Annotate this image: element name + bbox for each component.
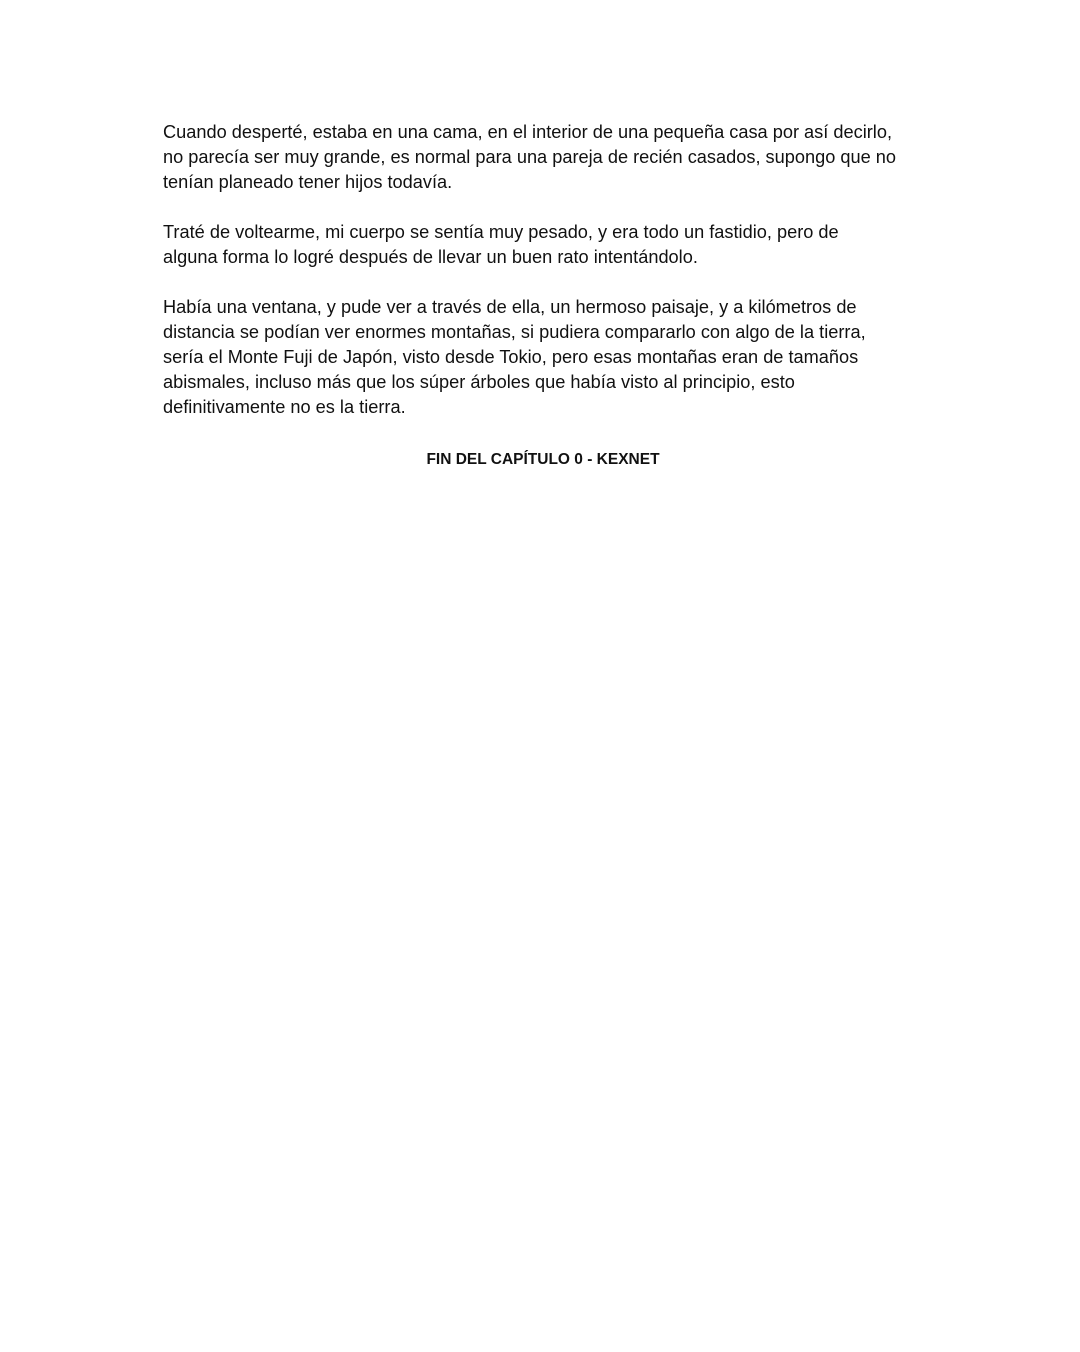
text-line: definitivamente no es la tierra. (163, 397, 406, 417)
text-line: Cuando desperté, estaba en una cama, en el interior de una pequeña casa por así decirlo, (163, 122, 893, 142)
text-line: Traté de voltearme, mi cuerpo se sentía muy pesado, y era todo un fastidio, pero de (163, 222, 839, 242)
text-line: distancia se podían ver enormes montañas, si pudiera compararlo con algo de la tierra, (163, 322, 866, 342)
text-line: sería el Monte Fuji de Japón, visto desde Tokio, pero esas montañas eran de tamaños (163, 347, 859, 367)
text-line: no parecía ser muy grande, es normal para una pareja de recién casados, supongo que no (163, 147, 897, 167)
text-line: tenían planeado tener hijos todavía. (163, 172, 453, 192)
paragraph-1 (163, 120, 923, 195)
paragraph-3 (163, 295, 923, 420)
text-line: alguna forma lo logré después de llevar un buen rato intentándolo. (163, 247, 698, 267)
text-line: abismales, incluso más que los súper árboles que había visto al principio, esto (163, 372, 795, 392)
paragraph-2 (163, 220, 923, 270)
chapter-end-heading: FIN DEL CAPÍTULO 0 - KEXNET (426, 451, 660, 468)
text-line: Había una ventana, y pude ver a través de ella, un hermoso paisaje, y a kilómetros de (163, 297, 857, 317)
body-text (163, 120, 923, 445)
